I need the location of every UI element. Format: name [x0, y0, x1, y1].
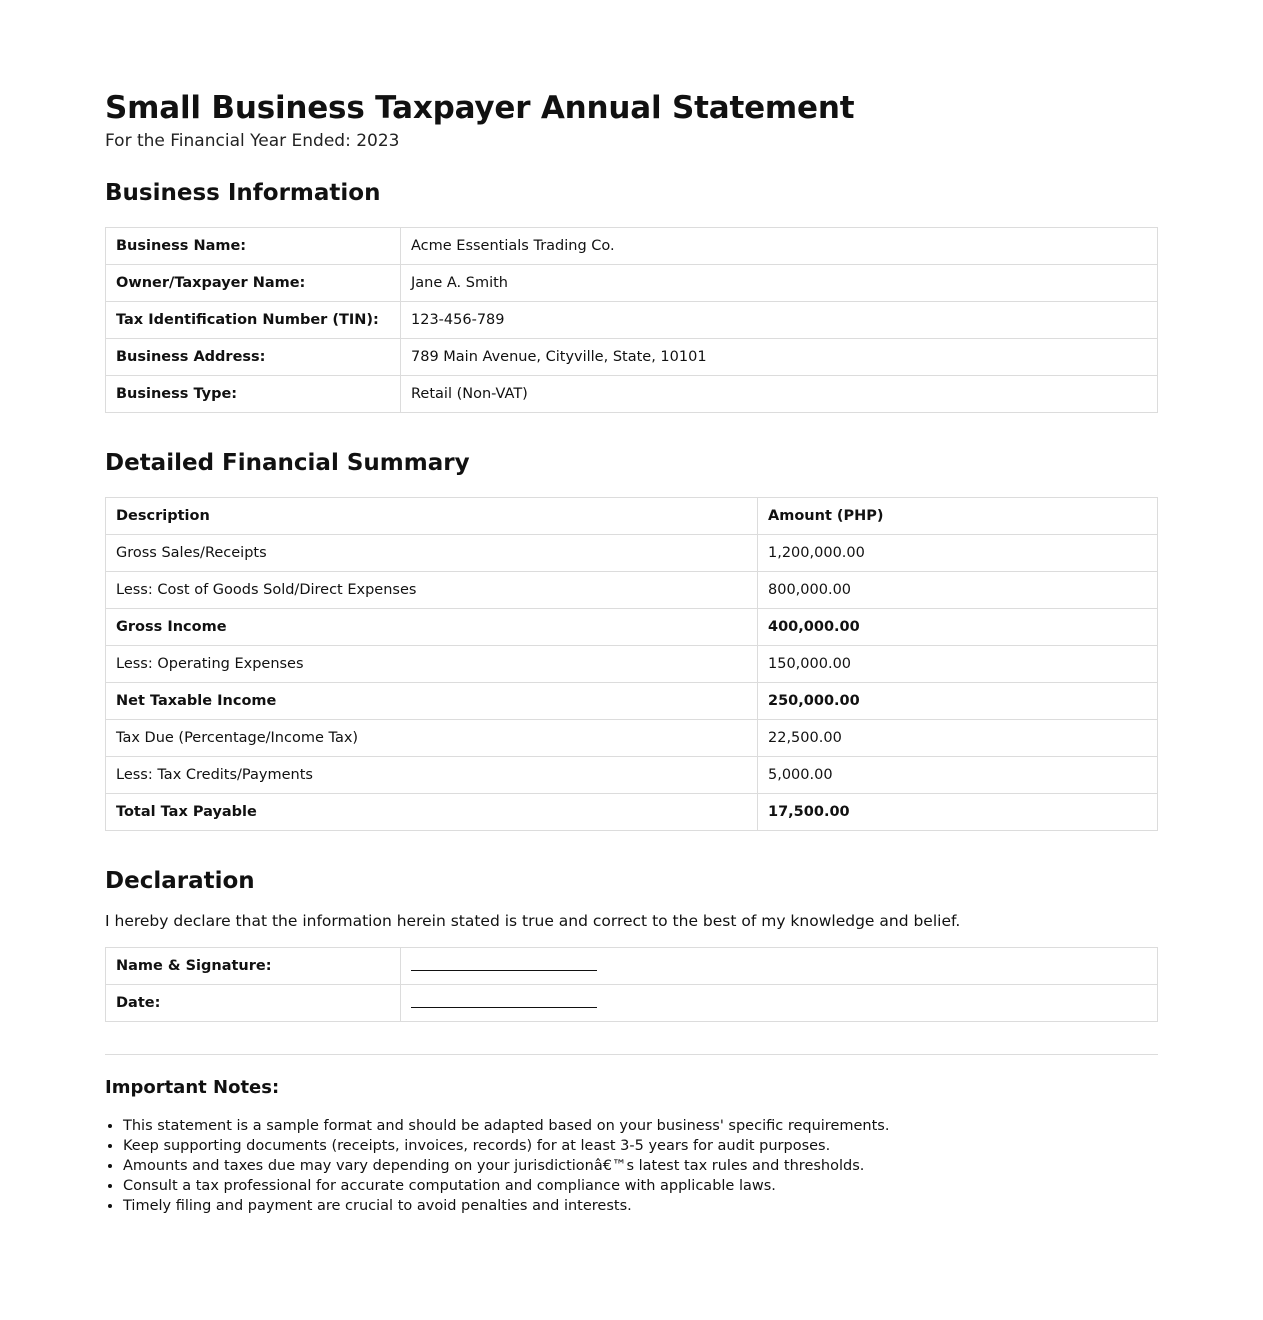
- table-row: [106, 265, 1158, 302]
- row-amount: 250,000.00: [758, 683, 1158, 720]
- table-row: [106, 376, 1158, 413]
- list-item: • Amounts and taxes due may vary depending on your jurisdictionâ€™s latest tax rules and thresholds.: [123, 1156, 1158, 1176]
- row-amount: 150,000.00: [758, 646, 1158, 683]
- table-row: [106, 646, 1158, 683]
- table-row: [106, 302, 1158, 339]
- financial-summary-heading: Detailed Financial Summary: [105, 450, 470, 476]
- business-name-label: Business Name:: [106, 228, 401, 265]
- row-description: Total Tax Payable: [106, 794, 758, 831]
- list-item: • Timely filing and payment are crucial to avoid penalties and interests.: [123, 1196, 1158, 1216]
- table-row: [106, 948, 1158, 985]
- row-description: Less: Tax Credits/Payments: [106, 757, 758, 794]
- row-description: Net Taxable Income: [106, 683, 758, 720]
- declaration-text: I hereby declare that the information herein stated is true and correct to the best of my knowledge and belief.: [105, 912, 961, 930]
- row-amount: 800,000.00: [758, 572, 1158, 609]
- table-row: [106, 535, 1158, 572]
- table-row: [106, 757, 1158, 794]
- date-label: Date:: [106, 985, 401, 1022]
- tin-label: Tax Identification Number (TIN):: [106, 302, 401, 339]
- owner-name-value: Jane A. Smith: [401, 265, 1158, 302]
- row-amount: 22,500.00: [758, 720, 1158, 757]
- signature-field[interactable]: [401, 948, 1158, 985]
- table-header-row: [106, 498, 1158, 535]
- business-address-value: 789 Main Avenue, Cityville, State, 10101: [401, 339, 1158, 376]
- date-line: [411, 993, 597, 1008]
- business-type-value: Retail (Non-VAT): [401, 376, 1158, 413]
- row-description: Less: Operating Expenses: [106, 646, 758, 683]
- amount-column-header: Amount (PHP): [758, 498, 1158, 535]
- table-row: [106, 985, 1158, 1022]
- description-column-header: Description: [106, 498, 758, 535]
- business-address-label: Business Address:: [106, 339, 401, 376]
- table-row-total: [106, 683, 1158, 720]
- signature-table: [105, 947, 1158, 1022]
- page-title: Small Business Taxpayer Annual Statement: [105, 90, 855, 126]
- signature-line: [411, 956, 597, 971]
- row-amount: 1,200,000.00: [758, 535, 1158, 572]
- tin-value: 123-456-789: [401, 302, 1158, 339]
- date-field[interactable]: [401, 985, 1158, 1022]
- notes-heading: Important Notes:: [105, 1077, 280, 1098]
- business-name-value: Acme Essentials Trading Co.: [401, 228, 1158, 265]
- page-subtitle: For the Financial Year Ended: 2023: [105, 131, 400, 151]
- row-amount: 400,000.00: [758, 609, 1158, 646]
- owner-name-label: Owner/Taxpayer Name:: [106, 265, 401, 302]
- table-row-total: [106, 794, 1158, 831]
- list-item: • Consult a tax professional for accurate computation and compliance with applicable laws.: [123, 1176, 1158, 1196]
- business-info-heading: Business Information: [105, 180, 381, 206]
- table-row: [106, 572, 1158, 609]
- table-row-total: [106, 609, 1158, 646]
- row-amount: 17,500.00: [758, 794, 1158, 831]
- notes-list: [105, 1116, 1158, 1216]
- table-row: [106, 228, 1158, 265]
- section-divider: [105, 1054, 1158, 1055]
- declaration-heading: Declaration: [105, 868, 255, 894]
- list-item: • This statement is a sample format and should be adapted based on your business' specific requirements.: [123, 1116, 1158, 1136]
- row-description: Tax Due (Percentage/Income Tax): [106, 720, 758, 757]
- statement-page: [105, 0, 1158, 1216]
- business-info-table: [105, 227, 1158, 413]
- signature-label: Name & Signature:: [106, 948, 401, 985]
- financial-summary-table: [105, 497, 1158, 831]
- business-type-label: Business Type:: [106, 376, 401, 413]
- table-row: [106, 720, 1158, 757]
- row-description: Less: Cost of Goods Sold/Direct Expenses: [106, 572, 758, 609]
- row-description: Gross Income: [106, 609, 758, 646]
- list-item: • Keep supporting documents (receipts, invoices, records) for at least 3-5 years for audit purposes.: [123, 1136, 1158, 1156]
- table-row: [106, 339, 1158, 376]
- row-amount: 5,000.00: [758, 757, 1158, 794]
- row-description: Gross Sales/Receipts: [106, 535, 758, 572]
